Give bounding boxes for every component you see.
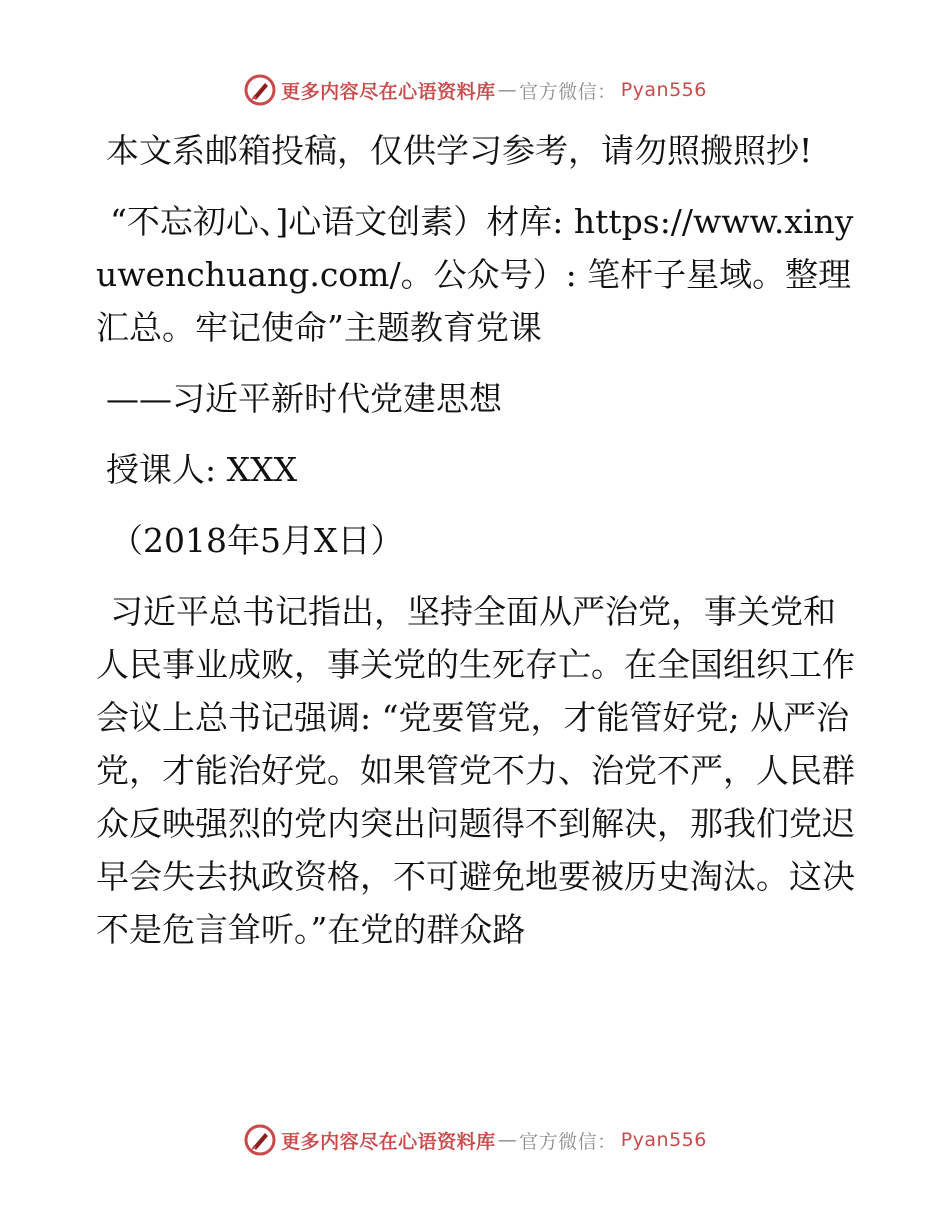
- subtitle: ——习近平新时代党建思想: [106, 379, 502, 418]
- document-body: [96, 124, 856, 974]
- banner-main-text: 更多内容尽在心语资料库: [281, 80, 496, 103]
- banner-dash: —: [497, 1129, 518, 1151]
- header-banner: [0, 72, 950, 108]
- pen-nib-circle-icon: [243, 73, 277, 107]
- banner-dash: —: [497, 79, 518, 101]
- body-paragraph: 习近平总书记指出，坚持全面从严治党，事关党和人民事业成败，事关党的生死存亡。在全国组织工作会议上总书记强调: “党要管党，才能管好党; 从严治党，才能治好党。如果管党不力、治党不严，人民群众反映强烈的党内突出问题得不到解决，那我们党迟早会失去执政资格，不可避免地要被历史淘汰。这决不是危言耸听。”在党的群众路: [96, 592, 855, 949]
- banner-main-text: 更多内容尽在心语资料库: [281, 1130, 496, 1153]
- footer-banner: [0, 1122, 950, 1158]
- pen-nib-circle-icon: [243, 1123, 277, 1157]
- intro-paragraph: “不忘初心、]心语文创素）材库: https://www.xinyuwenchuang.com/。公众号）: 笔杆子星域。整理汇总。牢记使命”主题教育党课: [96, 202, 854, 347]
- date-line: （2018年5月X日）: [110, 521, 404, 560]
- banner-official-label: 官方微信：: [519, 80, 617, 103]
- lecturer-line: 授课人: XXX: [106, 450, 298, 489]
- banner-wechat-id: Pyan556: [620, 1129, 707, 1151]
- banner-official-label: 官方微信：: [519, 1130, 617, 1153]
- banner-wechat-id: Pyan556: [620, 79, 707, 101]
- notice-paragraph: 本文系邮箱投稿，仅供学习参考，请勿照搬照抄!: [106, 131, 813, 170]
